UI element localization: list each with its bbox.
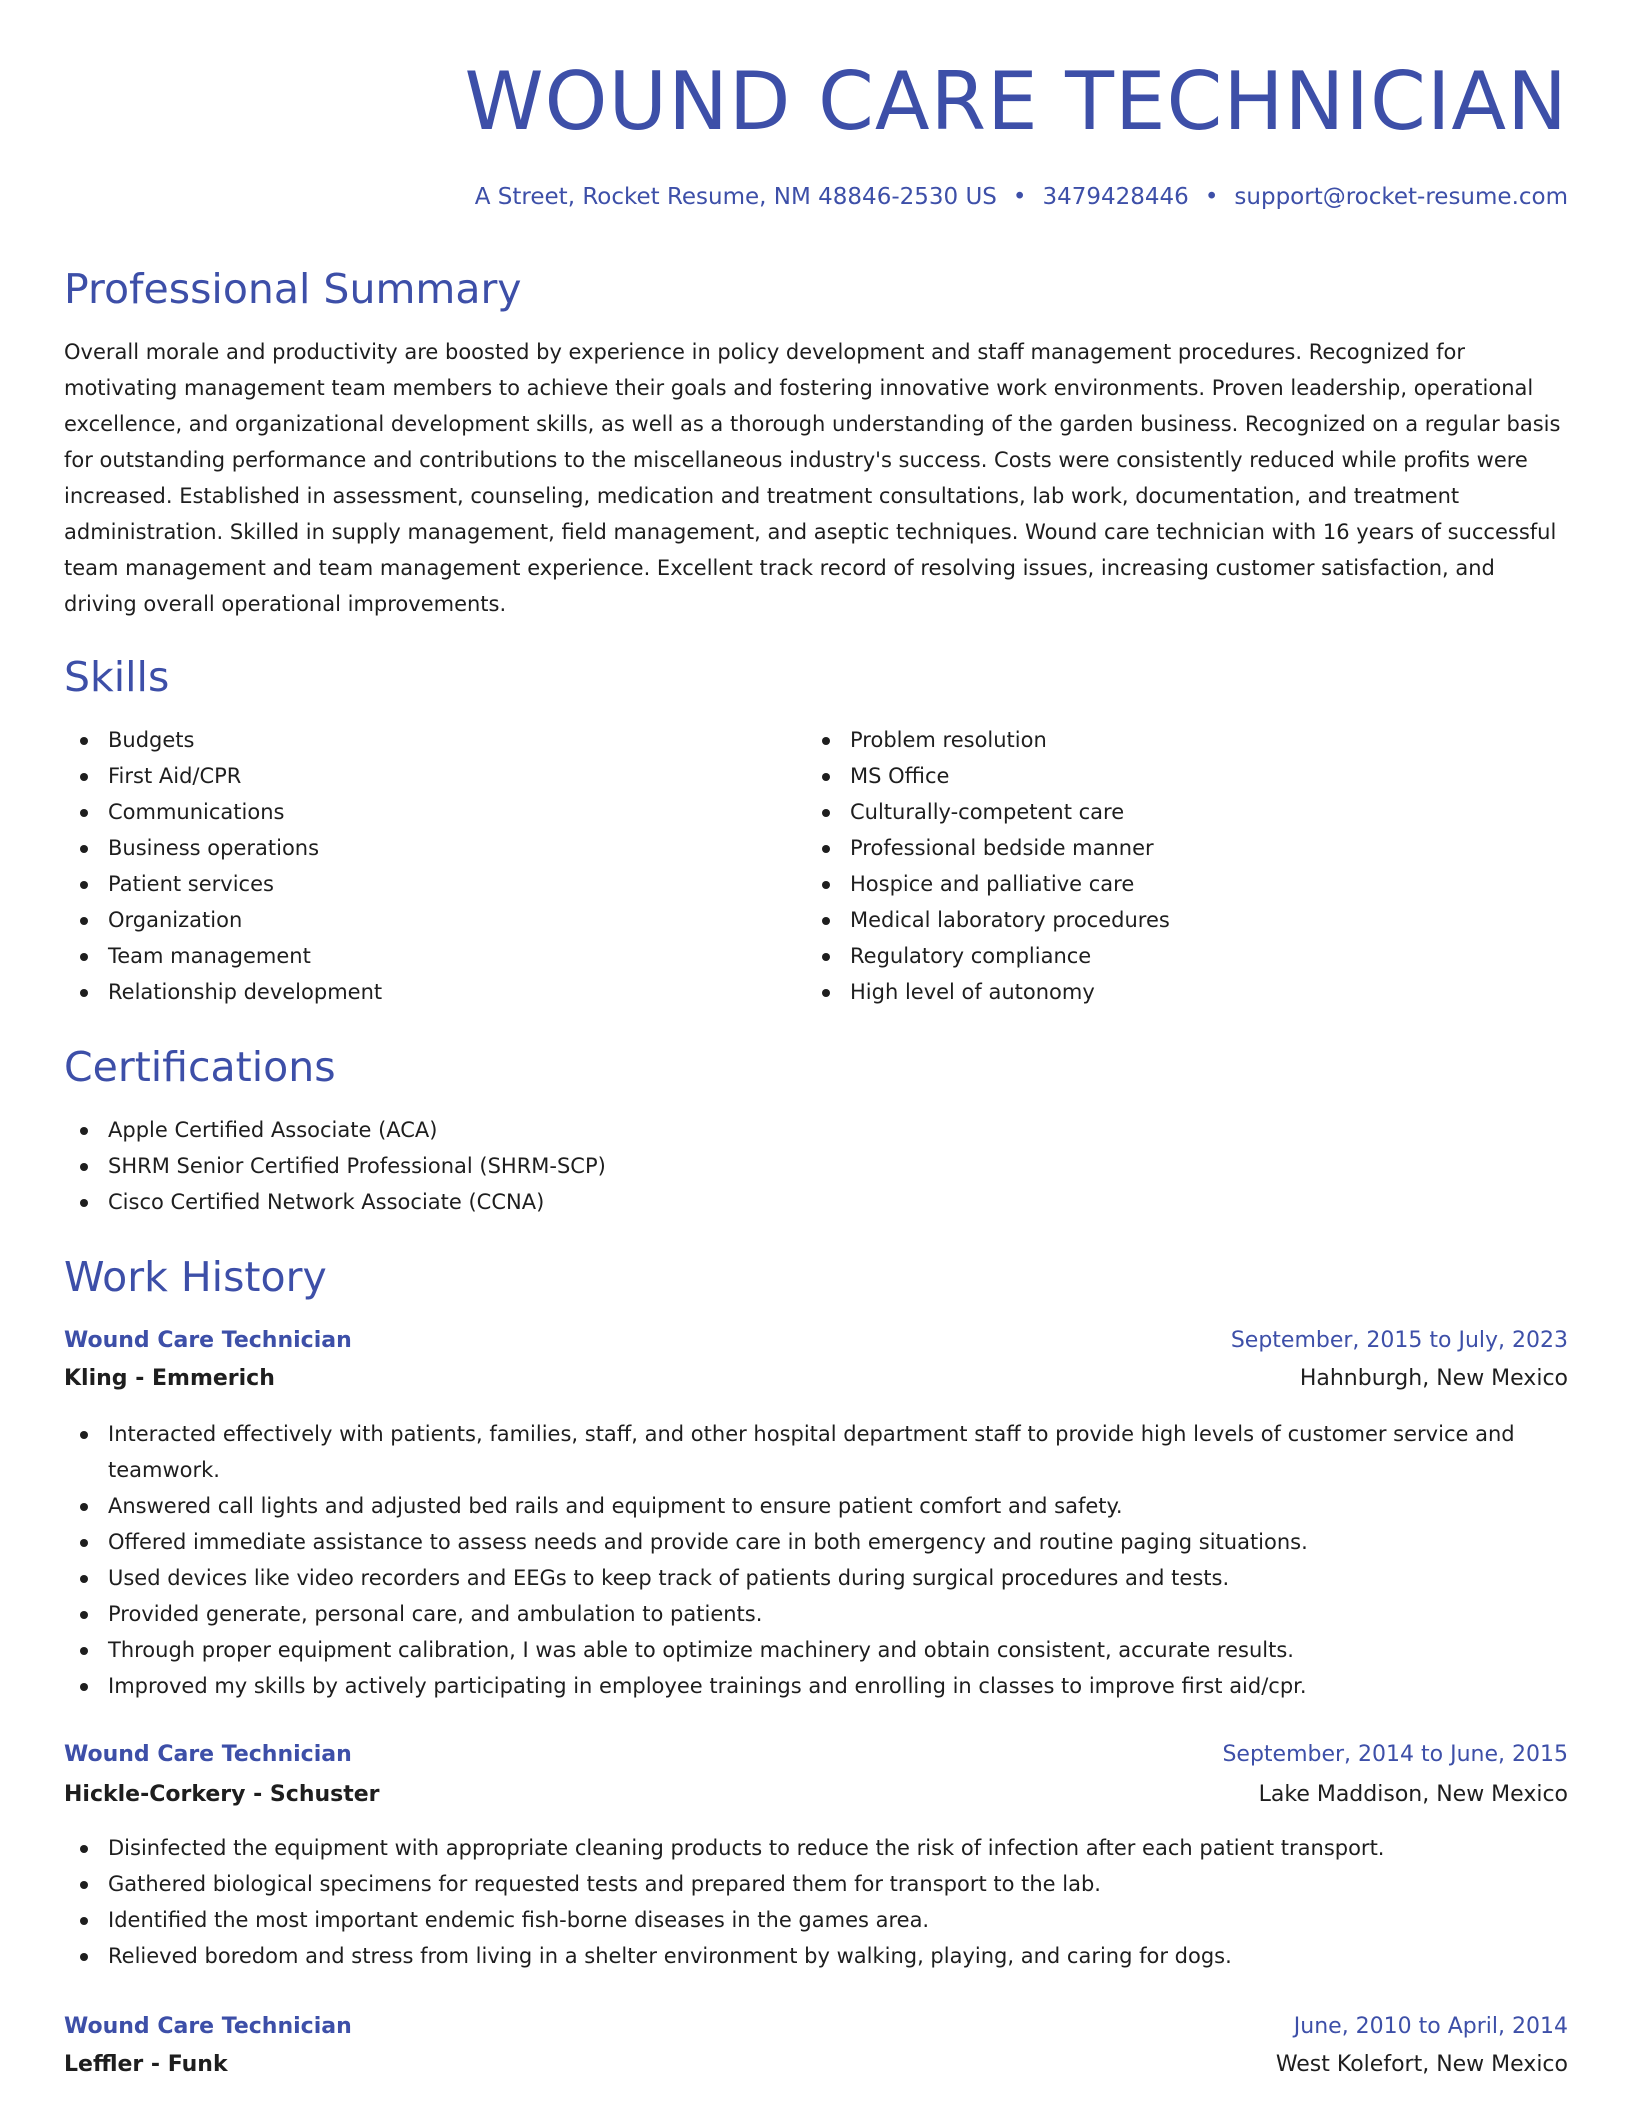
summary-text: Overall morale and productivity are boosted by experience in policy development and staff management procedures. Recognized for motivating management team members to achieve their goals and fostering innovative work environments. Proven leadership, operational excellence, and organizational development skills, as well as a thorough understanding of the garden business. Recognized on a regular basis for outstanding performance and contributions to the miscellaneous industry's success. Costs were consistently reduced while profits were increased. Established in assessment, counseling, medication and treatment consultations, lab work, documentation, and treatment administration. Skilled in supply management, field management, and aseptic techniques. Wound care technician with 16 years of successful team management and team management experience. Excellent track record of resolving issues, increasing customer satisfaction, and driving overall operational improvements. — [64, 340, 1561, 616]
job-bullets — [64, 1830, 1568, 1974]
certification-item: Apple Certified Associate (ACA) — [64, 1112, 1568, 1148]
skill-item: Team management — [64, 938, 804, 974]
skill-item: First Aid/CPR — [64, 758, 804, 794]
skills-column-right — [806, 722, 1546, 1010]
work-history-heading: Work History — [64, 1253, 327, 1301]
certifications-list — [64, 1112, 1568, 1220]
job-company: Hickle-Corkery - Schuster — [64, 1782, 380, 1807]
skills-heading: Skills — [64, 653, 170, 701]
job-location: West Kolefort, New Mexico — [1275, 2052, 1568, 2077]
job-bullet: Provided generate, personal care, and ambulation to patients. — [64, 1596, 1568, 1632]
job-location: Hahnburgh, New Mexico — [1299, 1366, 1568, 1391]
skill-item: High level of autonomy — [806, 974, 1546, 1010]
job-bullet: Gathered biological specimens for requested tests and prepared them for transport to the lab. — [64, 1866, 1568, 1902]
job-bullet: Relieved boredom and stress from living in a shelter environment by walking, playing, and caring for dogs. — [64, 1938, 1568, 1974]
job-title: Wound Care Technician — [64, 2014, 352, 2039]
resume-page — [64, 0, 1568, 2112]
skill-item: Regulatory compliance — [806, 938, 1546, 974]
skill-item: Problem resolution — [806, 722, 1546, 758]
skill-item: Patient services — [64, 866, 804, 902]
certifications-heading: Certifications — [64, 1043, 336, 1091]
skill-item: Relationship development — [64, 974, 804, 1010]
job-dates: September, 2015 to July, 2023 — [1230, 1328, 1568, 1353]
job-bullet: Identified the most important endemic fish-borne diseases in the games area. — [64, 1902, 1568, 1938]
job-company-row — [64, 1776, 1568, 1814]
skill-item: Medical laboratory procedures — [806, 902, 1546, 938]
contact-line — [475, 180, 1568, 214]
skill-item: Communications — [64, 794, 804, 830]
contact-address: A Street, Rocket Resume, NM 48846-2530 US — [474, 184, 997, 210]
job-title-row — [64, 2008, 1568, 2046]
skill-item: Business operations — [64, 830, 804, 866]
job-bullet: Offered immediate assistance to assess needs and provide care in both emergency and routine paging situations. — [64, 1524, 1568, 1560]
skill-item: Hospice and palliative care — [806, 866, 1546, 902]
job-location: Lake Maddison, New Mexico — [1258, 1782, 1568, 1807]
skill-item: Organization — [64, 902, 804, 938]
job-title-row — [64, 1736, 1568, 1774]
skills-column-left — [64, 722, 804, 1010]
job-bullet: Answered call lights and adjusted bed rails and equipment to ensure patient comfort and safety. — [64, 1488, 1568, 1524]
job-bullets — [64, 1416, 1568, 1704]
skill-item: Budgets — [64, 722, 804, 758]
job-bullet: Through proper equipment calibration, I was able to optimize machinery and obtain consistent, accurate results. — [64, 1632, 1568, 1668]
skill-item: Professional bedside manner — [806, 830, 1546, 866]
resume-title: WOUND CARE TECHNICIAN — [464, 55, 1568, 148]
skill-item: MS Office — [806, 758, 1546, 794]
contact-separator: • — [1012, 184, 1027, 210]
job-bullet: Used devices like video recorders and EEGs to keep track of patients during surgical procedures and tests. — [64, 1560, 1568, 1596]
job-dates: June, 2010 to April, 2014 — [1293, 2014, 1568, 2039]
contact-separator: • — [1204, 184, 1219, 210]
job-bullet: Improved my skills by actively participating in employee trainings and enrolling in classes to improve first aid/cpr. — [64, 1668, 1568, 1704]
certification-item: SHRM Senior Certified Professional (SHRM-SCP) — [64, 1148, 1568, 1184]
job-title: Wound Care Technician — [64, 1742, 352, 1767]
certification-item: Cisco Certified Network Associate (CCNA) — [64, 1184, 1568, 1220]
contact-email[interactable]: support@rocket-resume.com — [1234, 184, 1568, 210]
job-company-row — [64, 2046, 1568, 2084]
summary-heading: Professional Summary — [64, 265, 522, 313]
job-company-row — [64, 1360, 1568, 1398]
job-company: Kling - Emmerich — [64, 1366, 275, 1391]
job-company: Leffler - Funk — [64, 2052, 228, 2077]
job-bullet: Interacted effectively with patients, families, staff, and other hospital department staff to provide high levels of customer service and teamwork. — [64, 1416, 1568, 1488]
job-title-row — [64, 1322, 1568, 1360]
job-bullet: Disinfected the equipment with appropriate cleaning products to reduce the risk of infection after each patient transport. — [64, 1830, 1568, 1866]
job-dates: September, 2014 to June, 2015 — [1222, 1742, 1568, 1767]
job-title: Wound Care Technician — [64, 1328, 352, 1353]
contact-phone[interactable]: 3479428446 — [1042, 184, 1189, 210]
skill-item: Culturally-competent care — [806, 794, 1546, 830]
